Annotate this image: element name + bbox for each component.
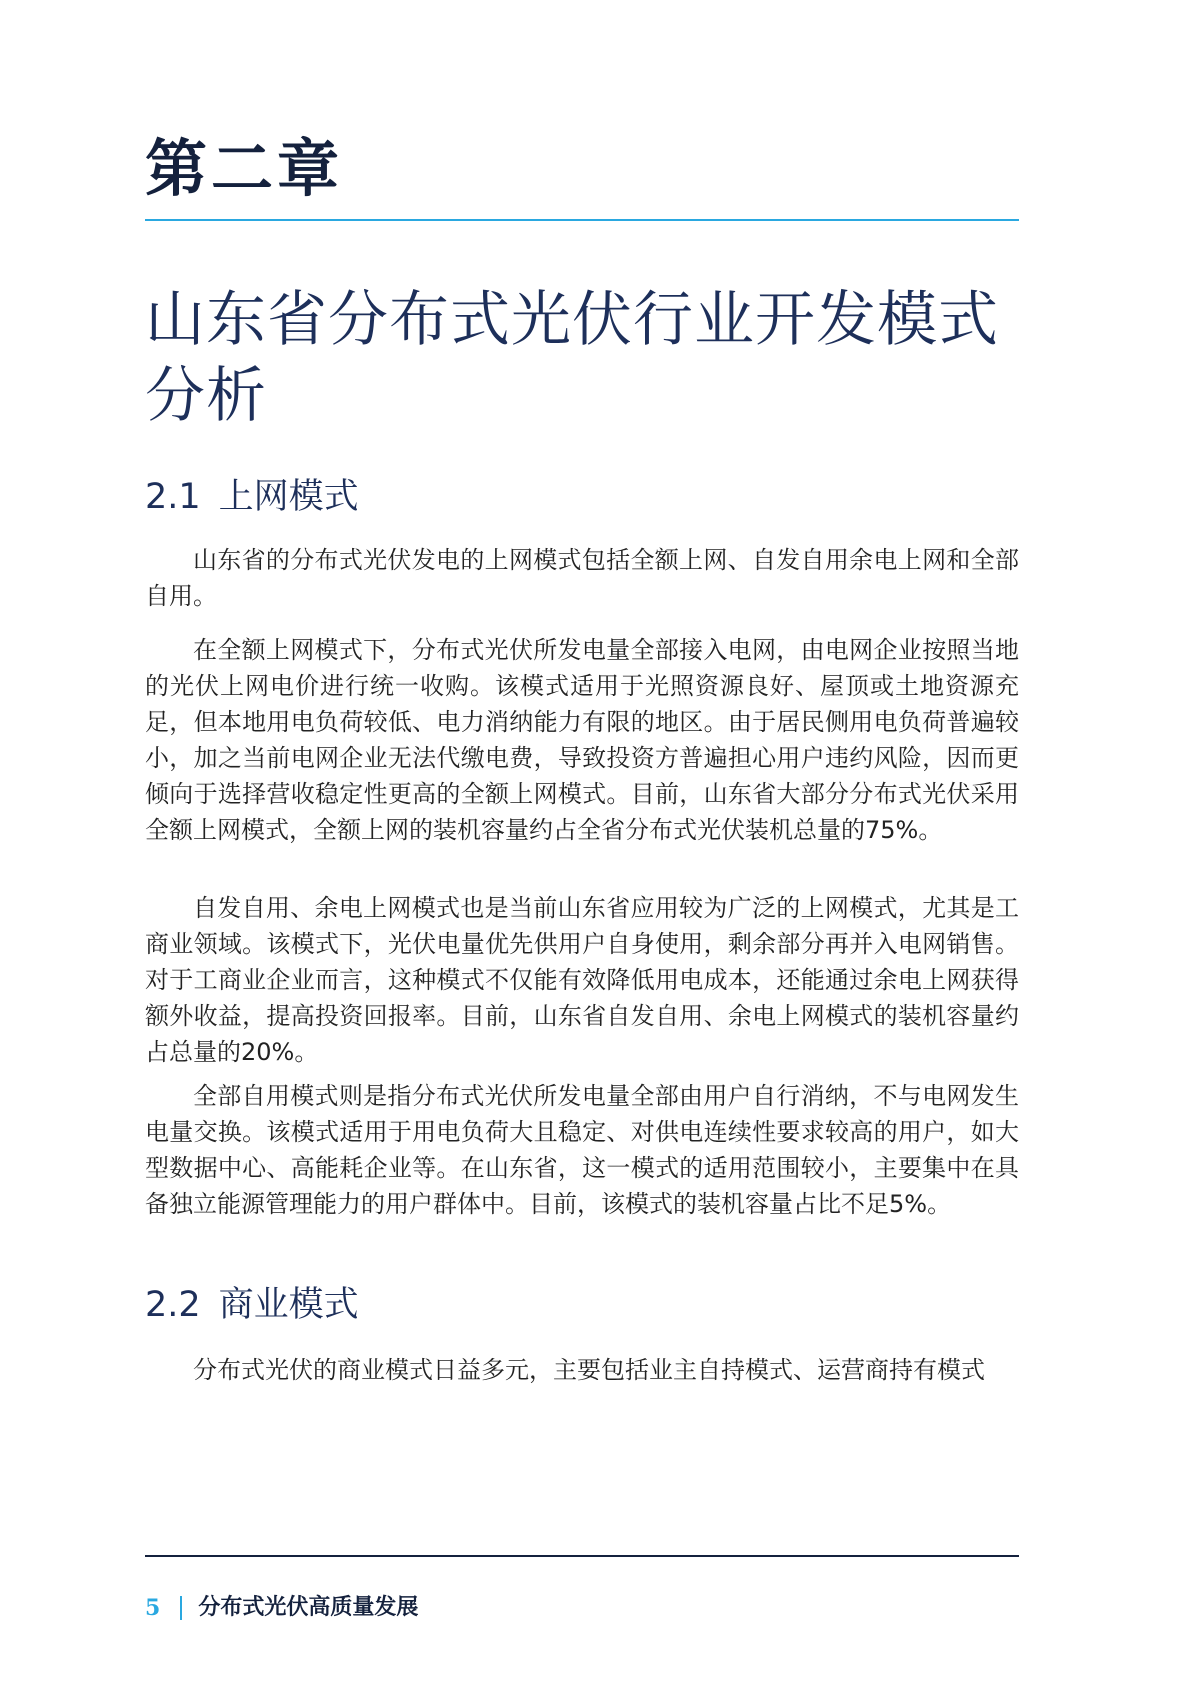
paragraph: 全部自用模式则是指分布式光伏所发电量全部由用户自行消纳，不与电网发生电量交换。该模式适用于用电负荷大且稳定、对供电连续性要求较高的用户，如大型数据中心、高能耗企业等。在山东省，这一模式的适用范围较小，主要集中在具备独立能源管理能力的用户群体中。目前，该模式的装机容量占比不足5%。	[145, 1082, 1019, 1218]
chapter-title: 山东省分布式光伏行业开发模式分析	[145, 285, 999, 431]
paragraph: 分布式光伏的商业模式日益多元，主要包括业主自持模式、运营商持有模式	[193, 1356, 985, 1384]
chapter-divider	[145, 219, 1019, 221]
document-title: 分布式光伏高质量发展	[198, 1595, 419, 1620]
section-number: 2.1	[145, 477, 201, 517]
footer-divider	[145, 1555, 1019, 1557]
page-footer	[145, 1596, 418, 1620]
chapter-label: 第二章	[145, 132, 344, 205]
section-title: 上网模式	[218, 477, 359, 517]
section-title: 商业模式	[218, 1285, 359, 1325]
paragraph: 在全额上网模式下，分布式光伏所发电量全部接入电网，由电网企业按照当地的光伏上网电价进行统一收购。该模式适用于光照资源良好、屋顶或土地资源充足，但本地用电负荷较低、电力消纳能力有限的地区。由于居民侧用电负荷普遍较小，加之当前电网企业无法代缴电费，导致投资方普遍担心用户违约风险，因而更倾向于选择营收稳定性更高的全额上网模式。目前，山东省大部分分布式光伏采用全额上网模式，全额上网的装机容量约占全省分布式光伏装机总量的75%。	[145, 636, 1019, 844]
paragraph: 山东省的分布式光伏发电的上网模式包括全额上网、自发自用余电上网和全部自用。	[145, 546, 1019, 610]
footer-separator	[180, 1596, 182, 1620]
section-heading-2-1	[145, 477, 359, 517]
section-heading-2-2	[145, 1285, 359, 1325]
section-number: 2.2	[145, 1285, 201, 1325]
paragraph: 自发自用、余电上网模式也是当前山东省应用较为广泛的上网模式，尤其是工商业领域。该模式下，光伏电量优先供用户自身使用，剩余部分再并入电网销售。对于工商业企业而言，这种模式不仅能有效降低用电成本，还能通过余电上网获得额外收益，提高投资回报率。目前，山东省自发自用、余电上网模式的装机容量约占总量的20%。	[145, 894, 1019, 1066]
page-number: 5	[145, 1595, 161, 1621]
